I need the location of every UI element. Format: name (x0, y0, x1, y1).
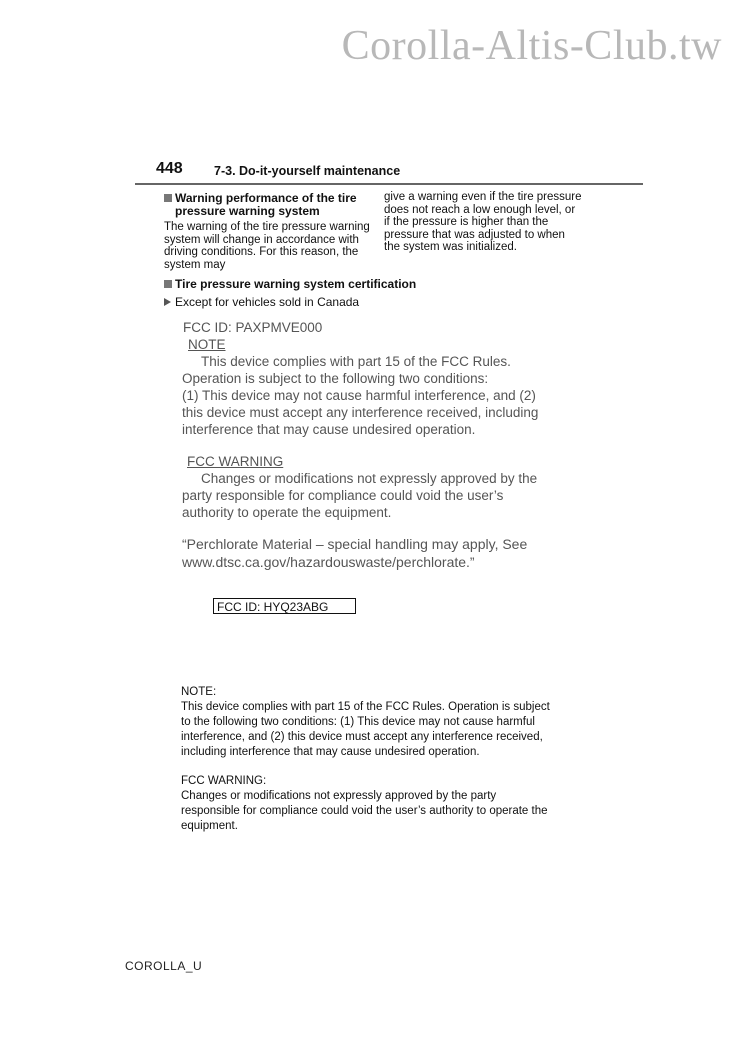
certification-heading (164, 277, 416, 291)
footer-code: COROLLA_U (125, 959, 203, 973)
perchlorate-notice (182, 535, 582, 571)
warning-line: Changes or modifications not expressly approved by the party (181, 790, 497, 802)
note-body (182, 353, 582, 438)
note-line: (1) This device may not cause harmful interference, and (2) (182, 388, 536, 403)
heading-line-2: pressure warning system (175, 204, 320, 218)
note-line: including interference that may cause undesired operation. (181, 746, 480, 758)
note-line: Operation is subject to the following two conditions: (182, 371, 489, 386)
note-label-2: NOTE: (181, 686, 217, 698)
note-line: this device must accept any interference received, including (182, 405, 539, 420)
fcc-id-paxpmve000: FCC ID: PAXPMVE000 (183, 320, 323, 335)
perchlorate-line: www.dtsc.ca.gov/hazardouswaste/perchlorate.” (182, 554, 475, 570)
note-line: interference, and (2) this device must accept any interference received, (181, 731, 543, 743)
fcc-warning-label-2: FCC WARNING: (181, 775, 267, 787)
header-rule (135, 183, 643, 185)
warning-line: authority to operate the equipment. (182, 505, 392, 520)
warning-line: Changes or modifications not expressly approved by the (201, 471, 538, 486)
page-number: 448 (156, 160, 183, 177)
square-bullet-icon (164, 280, 172, 288)
except-canada-text: Except for vehicles sold in Canada (175, 295, 360, 309)
note-label: NOTE (188, 337, 226, 352)
fcc-id-hyq23abg-box: FCC ID: HYQ23ABG (213, 598, 356, 614)
heading-line-1: Warning performance of the tire (175, 191, 357, 205)
warning-performance-text-right: give a warning even if the tire pressure does not reach a low enough level, or if the pressure is higher than the pressure that was adjusted to when the system was initialized. (384, 191, 582, 253)
warning-performance-heading (164, 192, 379, 218)
warning-line: equipment. (181, 820, 238, 832)
note-line: interference that may cause undesired operation. (182, 422, 476, 437)
note-body-2 (181, 700, 573, 760)
perchlorate-line: “Perchlorate Material – special handling may apply, See (182, 536, 528, 552)
except-canada-line (164, 295, 359, 309)
square-bullet-icon (164, 194, 172, 202)
fcc-warning-body-2 (181, 789, 573, 834)
section-title: 7-3. Do-it-yourself maintenance (214, 164, 401, 178)
note-line: to the following two conditions: (1) This device may not cause harmful (181, 716, 535, 728)
certification-heading-text: Tire pressure warning system certification (175, 277, 417, 291)
note-line: This device complies with part 15 of the FCC Rules. (201, 354, 511, 369)
site-watermark: Corolla-Altis-Club.tw (341, 23, 722, 69)
fcc-warning-label: FCC WARNING (187, 454, 284, 469)
warning-line: party responsible for compliance could void the user’s (182, 488, 504, 503)
warning-line: responsible for compliance could void the user’s authority to operate the (181, 805, 548, 817)
triangle-bullet-icon (164, 298, 171, 306)
fcc-warning-body (182, 470, 582, 521)
warning-performance-text-left: The warning of the tire pressure warning system will change in accordance with driving conditions. For this reason, the system may (164, 221, 370, 271)
note-line: This device complies with part 15 of the FCC Rules. Operation is subject (181, 701, 550, 713)
